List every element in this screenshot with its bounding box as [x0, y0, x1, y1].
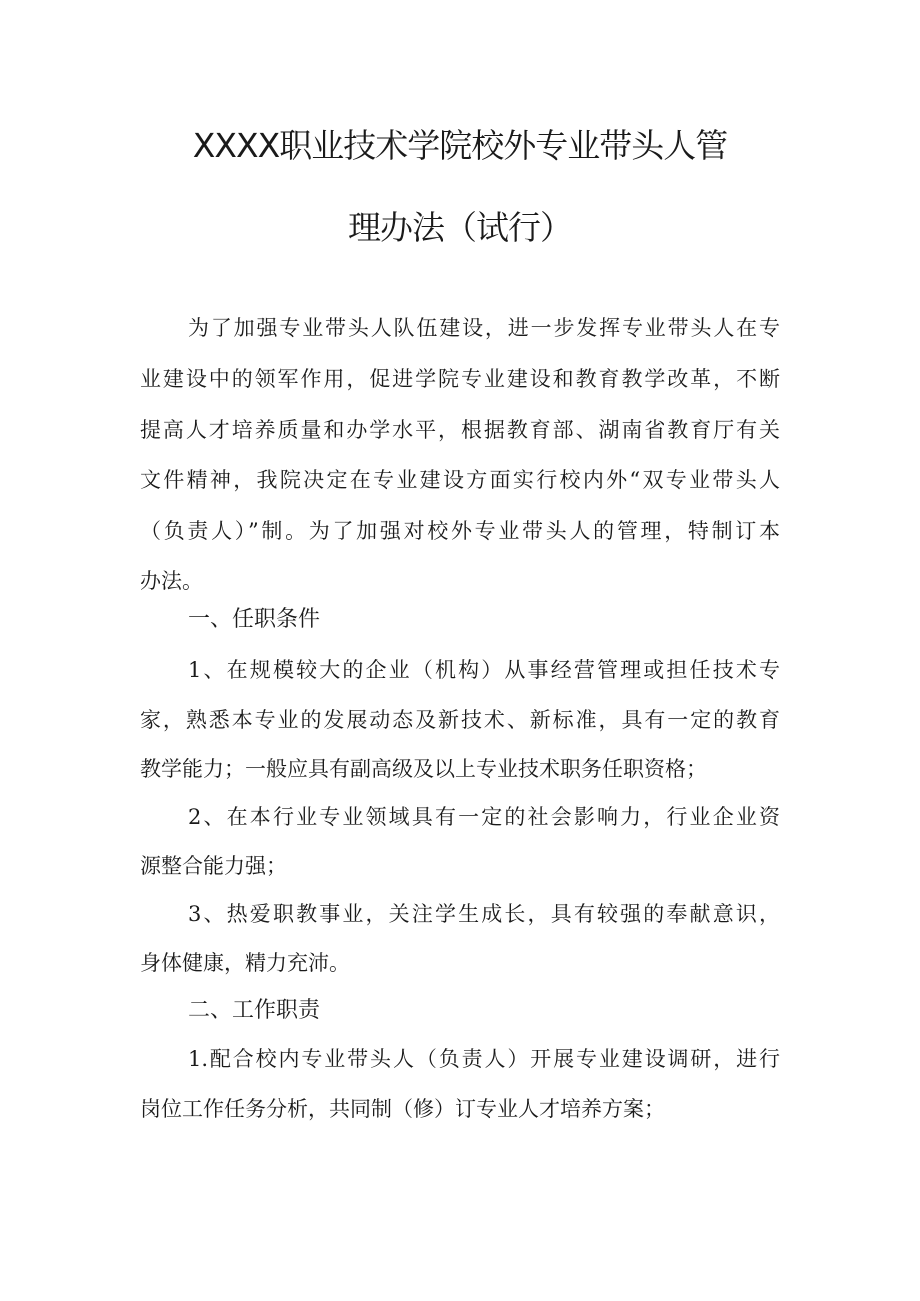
document-title-line1: XXXX职业技术学院校外专业带头人管	[192, 126, 728, 165]
section1-item3-line2: 身体健康，精力充沛。	[140, 951, 350, 975]
section1-heading: 一、任职条件	[188, 607, 321, 632]
section1-item3-line1: 3、热爱职教事业，关注学生成长，具有较强的奉献意识，	[188, 902, 780, 926]
section1-item2-line1: 2、在本行业专业领域具有一定的社会影响力，行业企业资	[188, 805, 780, 829]
intro-line-1: 为了加强专业带头人队伍建设，进一步发挥专业带头人在专	[188, 316, 780, 340]
section1-item1-line3: 教学能力；一般应具有副高级及以上专业技术职务任职资格；	[140, 757, 707, 781]
intro-line-3: 提高人才培养质量和办学水平，根据教育部、湖南省教育厅有关	[140, 418, 780, 442]
intro-line-2: 业建设中的领军作用，促进学院专业建设和教育教学改革，不断	[140, 367, 780, 391]
document-title-line2: 理办法（试行）	[348, 208, 572, 247]
section2-item1-line2: 岗位工作任务分析，共同制（修）订专业人才培养方案；	[140, 1097, 665, 1121]
section1-item1-line2: 家，熟悉本专业的发展动态及新技术、新标准，具有一定的教育	[140, 708, 780, 732]
section2-item1-line1: 1.配合校内专业带头人（负责人）开展专业建设调研，进行	[188, 1047, 780, 1071]
intro-line-4: 文件精神，我院决定在专业建设方面实行校内外“双专业带头人	[140, 468, 780, 492]
section1-item2-line2: 源整合能力强；	[140, 854, 287, 878]
intro-line-5: （负责人）”制。为了加强对校外专业带头人的管理，特制订本	[140, 519, 780, 543]
intro-line-6: 办法。	[140, 569, 203, 593]
section2-heading: 二、工作职责	[188, 998, 321, 1023]
section1-item1-line1: 1、在规模较大的企业（机构）从事经营管理或担任技术专	[188, 658, 780, 682]
